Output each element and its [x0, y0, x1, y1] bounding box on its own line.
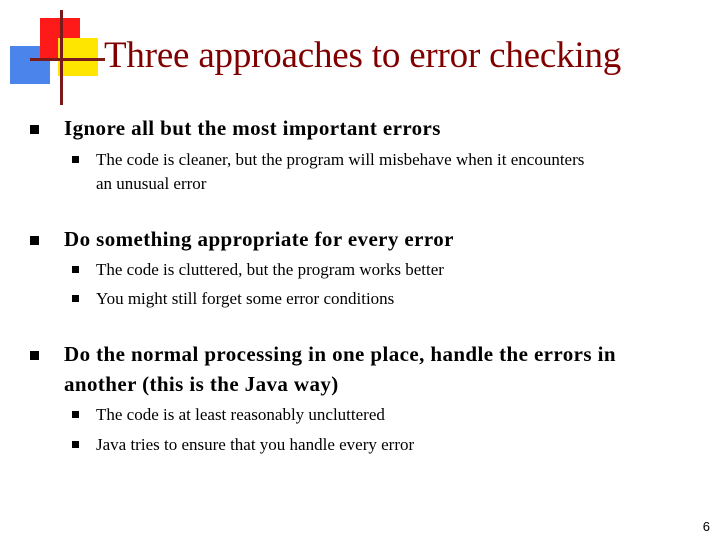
point-3-text-line-2: another (this is the Java way)	[64, 372, 339, 396]
slide-title: Three approaches to error checking	[104, 35, 622, 76]
sub-bullet-icon	[72, 266, 79, 273]
logo-yellow-square	[58, 38, 98, 76]
point-1-text: Ignore all but the most important errors	[64, 116, 441, 140]
point-2-text: Do something appropriate for every error	[64, 227, 454, 251]
bullet-icon	[30, 125, 39, 134]
page-number: 6	[702, 519, 710, 534]
sub-bullet-icon	[72, 156, 79, 163]
bullet-icon	[30, 236, 39, 245]
point-1-sub-1-line-1: The code is cleaner, but the program will misbehave when it encounters	[96, 150, 585, 169]
point-3-sub-2: Java tries to ensure that you handle every error	[96, 435, 415, 454]
sub-bullet-icon	[72, 441, 79, 448]
point-3-sub-1: The code is at least reasonably uncluttered	[96, 405, 385, 424]
bullet-icon	[30, 351, 39, 360]
sub-bullet-icon	[72, 411, 79, 418]
point-2-sub-2: You might still forget some error conditions	[96, 289, 395, 308]
point-2-sub-1: The code is cluttered, but the program works better	[96, 260, 444, 279]
point-3-text-line-1: Do the normal processing in one place, handle the errors in	[64, 342, 616, 366]
point-1-sub-1-line-2: an unusual error	[96, 174, 207, 193]
sub-bullet-icon	[72, 295, 79, 302]
logo-horizontal-line	[30, 58, 105, 61]
slide-logo	[0, 0, 110, 110]
